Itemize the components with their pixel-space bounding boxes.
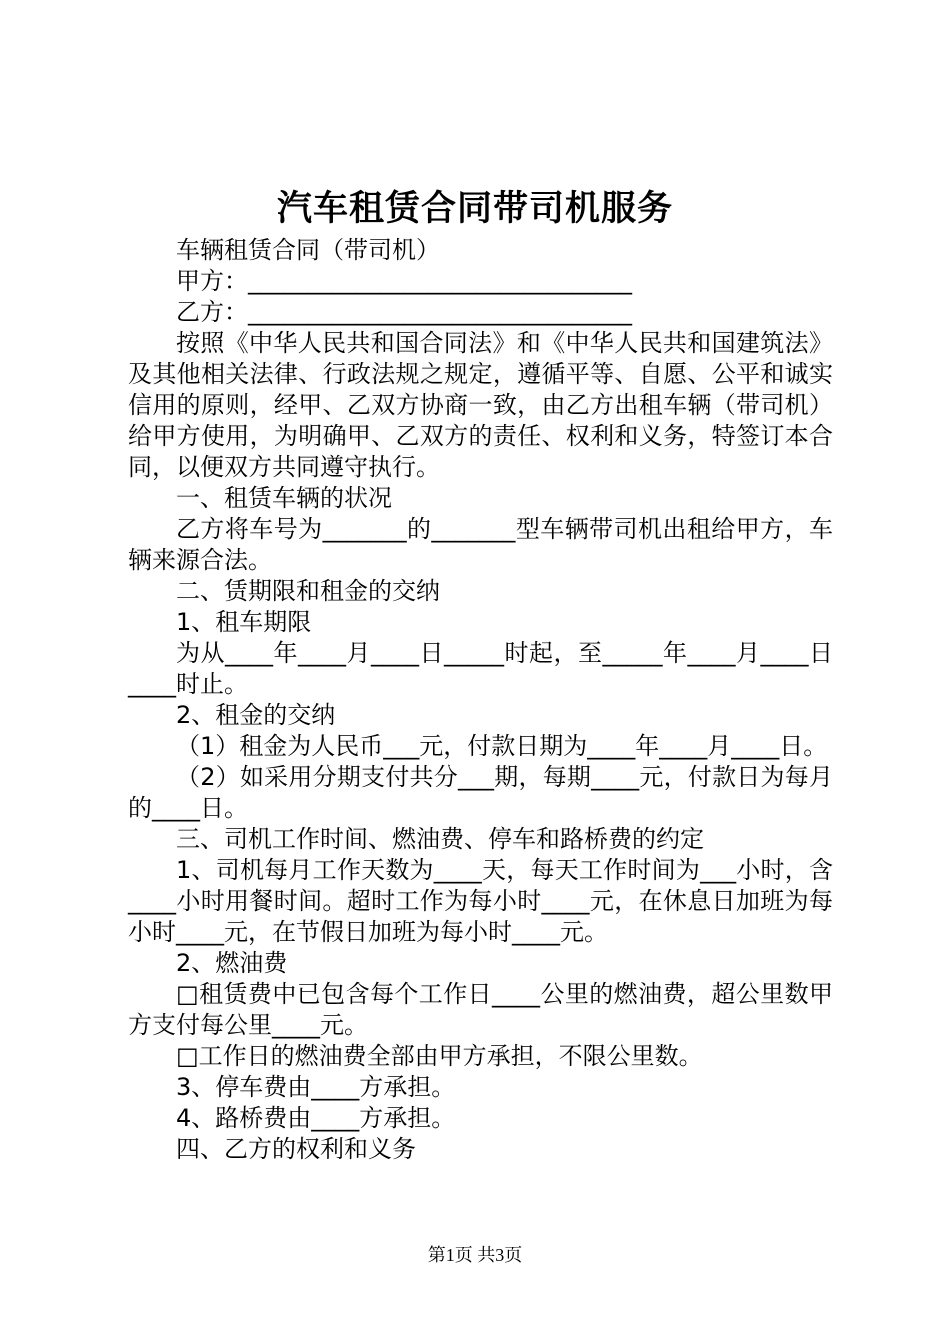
paragraph-party-a: 甲方：________________________________: [176, 267, 632, 295]
subheading-fuel: 2、燃油费: [176, 949, 288, 977]
section-heading-1: 一、租赁车辆的状况: [176, 484, 392, 512]
page-footer: 第1页 共3页: [427, 1245, 523, 1265]
paragraph-driver-hours: 1、司机每月工作天数为____天，每天工作时间为___小时，含____小时用餐时间。超时工作为每小时____元，在休息日加班为每小时____元，在节假日加班为每小时____元。: [128, 856, 833, 946]
paragraph-parking-fee: 3、停车费由____方承担。: [176, 1073, 456, 1101]
paragraph-party-b: 乙方：________________________________: [176, 298, 632, 326]
subheading-rent-payment: 2、租金的交纳: [176, 701, 336, 729]
paragraph-fuel-option-1: □租赁费中已包含每个工作日____公里的燃油费，超公里数甲方支付每公里____元。: [128, 980, 833, 1039]
paragraph-fuel-option-2: □工作日的燃油费全部由甲方承担，不限公里数。: [176, 1042, 703, 1070]
document-title: 汽车租赁合同带司机服务: [276, 188, 673, 229]
section-heading-2: 二、赁期限和租金的交纳: [176, 577, 440, 605]
section-heading-4: 四、乙方的权利和义务: [176, 1135, 416, 1163]
paragraph-rent-amount: （1）租金为人民币___元，付款日期为____年____月____日。: [176, 732, 828, 760]
paragraph-vehicle: 乙方将车号为_______的_______型车辆带司机出租给甲方，车辆来源合法。: [128, 515, 833, 574]
section-heading-3: 三、司机工作时间、燃油费、停车和路桥费的约定: [176, 825, 704, 853]
paragraph-preamble: 按照《中华人民共和国合同法》和《中华人民共和国建筑法》及其他相关法律、行政法规之规定，遵循平等、自愿、公平和诚实信用的原则，经甲、乙双方协商一致，由乙方出租车辆（带司机）给甲方使用，为明确甲、乙双方的责任、权利和义务，特签订本合同，以便双方共同遵守执行。: [128, 329, 833, 481]
paragraph-lease-term: 为从____年____月____日_____时起，至_____年____月____日____时止。: [128, 639, 833, 698]
paragraph-installments: （2）如采用分期支付共分___期，每期____元，付款日为每月的____日。: [128, 763, 833, 822]
paragraph-contract-name: 车辆租赁合同（带司机）: [176, 236, 440, 264]
subheading-lease-term: 1、租车期限: [176, 608, 312, 636]
document-body: [128, 235, 833, 1165]
paragraph-toll-fee: 4、路桥费由____方承担。: [176, 1104, 456, 1132]
